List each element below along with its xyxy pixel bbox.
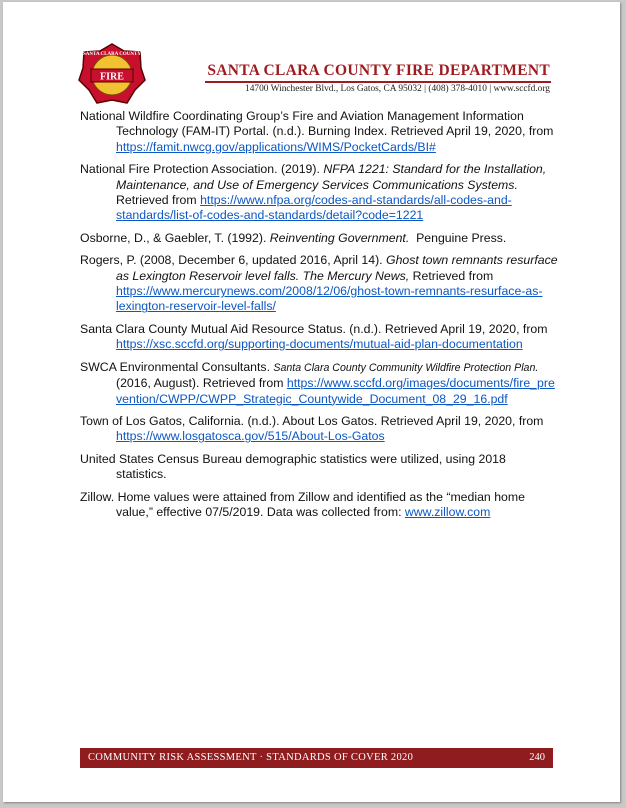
fire-department-logo-icon: [77, 42, 147, 106]
reference-title: Reinventing Government.: [269, 230, 410, 245]
reference-item: [80, 360, 558, 407]
reference-link[interactable]: https://www.nfpa.org/codes-and-standards/all-codes-and-standards/list-of-codes-and-standards/detail?code=1221: [116, 193, 512, 223]
reference-item: [80, 109, 558, 155]
reference-link[interactable]: https://www.mercurynews.com/2008/12/06/ghost-town-remnants-resurface-as-lexington-reservoir-level-falls/: [116, 284, 543, 314]
department-contact-line: 14700 Winchester Blvd., Los Gatos, CA 95032 | (408) 378-4010 | www.sccfd.org: [245, 84, 550, 94]
reference-text: Santa Clara County Mutual Aid Resource Status. (n.d.). Retrieved April 19, 2020, from: [80, 321, 548, 336]
reference-text: Town of Los Gatos, California. (n.d.). About Los Gatos. Retrieved April 19, 2020, from: [80, 413, 544, 428]
reference-item: [80, 231, 558, 246]
reference-title: Santa Clara County Community Wildfire Protection Plan.: [273, 361, 539, 374]
reference-text: Zillow. Home values were attained from Zillow and identified as the “median home value,” effective 07/5/2019. Data was collected from:: [80, 489, 525, 519]
reference-link[interactable]: www.zillow.com: [404, 504, 491, 519]
reference-link[interactable]: https://xsc.sccfd.org/supporting-documents/mutual-aid-plan-documentation: [116, 337, 523, 352]
reference-text: United States Census Bureau demographic statistics were utilized, using 2018 statistics.: [80, 451, 506, 482]
reference-text: Retrieved from: [116, 193, 201, 208]
reference-text: National Fire Protection Association. (2019).: [80, 162, 324, 177]
page-number: 240: [529, 752, 545, 763]
footer-title: COMMUNITY RISK ASSESSMENT · STANDARDS OF COVER 2020: [88, 752, 414, 763]
department-name: SANTA CLARA COUNTY FIRE DEPARTMENT: [207, 62, 550, 79]
page-footer: [80, 748, 553, 768]
reference-title: NFPA 1221: Standard for the Installation, Maintenance, and Use of Emergency Services Communications Systems.: [116, 162, 547, 192]
reference-link[interactable]: https://www.sccfd.org/images/documents/fire_prevention/CWPP/CWPP_Strategic_Countywide_Document_08_29_16.pdf: [116, 376, 555, 406]
reference-list: [80, 109, 558, 527]
reference-link[interactable]: https://famit.nwcg.gov/applications/WIMS/PocketCards/BI#: [116, 139, 436, 154]
reference-text: (2016, August). Retrieved from: [116, 376, 287, 391]
reference-text: Rogers, P. (2008, December 6, updated 2016, April 14).: [80, 253, 387, 268]
reference-item: [80, 322, 558, 353]
reference-item: [80, 253, 558, 315]
logo-center-text: FIRE: [100, 71, 124, 83]
header-divider: [205, 81, 551, 83]
document-page: [3, 2, 620, 802]
reference-item: [80, 490, 558, 521]
reference-item: [80, 414, 558, 445]
reference-item: [80, 162, 558, 224]
logo-top-text: SANTA CLARA COUNTY: [83, 52, 141, 57]
reference-title: Ghost town remnants resurface as Lexington Reservoir level falls. The Mercury News,: [116, 253, 558, 283]
reference-text: Penguine Press.: [409, 230, 507, 245]
reference-text: Retrieved from: [409, 268, 494, 283]
reference-item: [80, 452, 558, 483]
reference-text: Osborne, D., & Gaebler, T. (1992).: [80, 230, 270, 245]
reference-text: National Wildfire Coordinating Group’s Fire and Aviation Management Information Technology (FAM-IT) Portal. (n.d.). Burning Index. Retrieved April 19, 2020, from: [80, 109, 554, 139]
reference-text: SWCA Environmental Consultants.: [80, 359, 274, 374]
reference-link[interactable]: https://www.losgatosca.gov/515/About-Los-Gatos: [116, 429, 385, 444]
